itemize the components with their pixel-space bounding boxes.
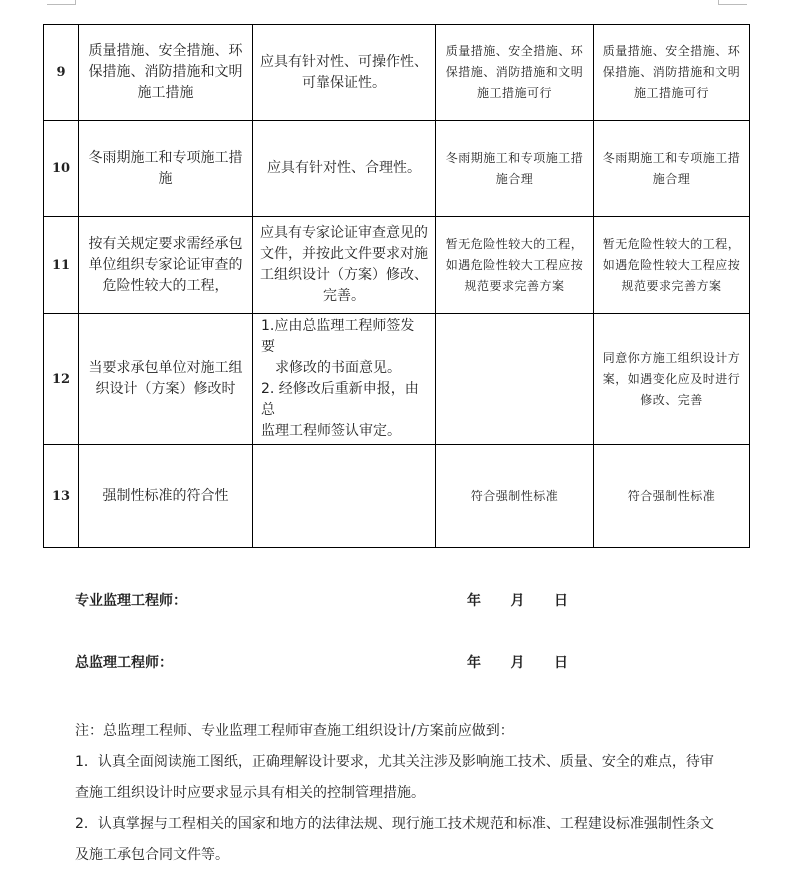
review-result-b: 同意你方施工组织设计方案，如遇变化应及时进行修改、完善 [594,314,750,445]
review-result-b: 暂无危险性较大的工程，如遇危险性较大工程应按规范要求完善方案 [594,217,750,314]
notes-section [75,716,725,871]
requirement-line: 监理工程师签认审定。 [261,423,401,439]
specialty-engineer-label: 专业监理工程师： [75,593,187,609]
review-result-a: 质量措施、安全措施、环保措施、消防措施和文明施工措施可行 [436,25,594,121]
row-number: 10 [44,121,79,217]
review-result-b: 冬雨期施工和专项施工措施合理 [594,121,750,217]
review-result-a: 暂无危险性较大的工程，如遇危险性较大工程应按规范要求完善方案 [436,217,594,314]
review-result-b: 质量措施、安全措施、环保措施、消防措施和文明施工措施可行 [594,25,750,121]
table-row [44,25,750,121]
requirement-line: 1.应由总监理工程师签发要 [261,318,415,355]
review-table [43,24,750,548]
review-item: 强制性标准的符合性 [79,445,253,548]
notes-item-2-line-2: 及施工承包合同文件等。 [75,847,229,863]
review-result-a [436,314,594,445]
review-result-b: 符合强制性标准 [594,445,750,548]
review-requirement: 应具有针对性、合理性。 [253,121,436,217]
notes-item-2-line-1: 2．认真掌握与工程相关的国家和地方的法律法规、现行施工技术规范和标准、工程建设标准强制性条文 [75,816,714,832]
page-corner-mark-left [47,0,76,5]
specialty-engineer-signature [75,590,675,614]
review-item: 冬雨期施工和专项施工措施 [79,121,253,217]
table-row [44,445,750,548]
table-row [44,217,750,314]
signature-date: 年 月 日 [467,593,570,609]
signature-date: 年 月 日 [467,655,570,671]
review-result-a: 符合强制性标准 [436,445,594,548]
review-item: 按有关规定要求需经承包单位组织专家论证审查的危险性较大的工程， [79,217,253,314]
page-corner-mark-right [718,0,747,5]
review-requirement [253,445,436,548]
chief-engineer-signature [75,652,675,676]
row-number: 11 [44,217,79,314]
row-number: 9 [44,25,79,121]
review-result-a: 冬雨期施工和专项施工措施合理 [436,121,594,217]
review-requirement: 应具有专家论证审查意见的文件，并按此文件要求对施工组织设计（方案）修改、完善。 [253,217,436,314]
table-row [44,314,750,445]
table-row [44,121,750,217]
notes-intro: 注：总监理工程师、专业监理工程师审查施工组织设计/方案前应做到： [75,723,514,739]
notes-item-1-line-2: 查施工组织设计时应要求显示具有相关的控制管理措施。 [75,785,425,801]
chief-engineer-label: 总监理工程师： [75,655,173,671]
review-requirement [253,314,436,445]
notes-item-1-line-1: 1．认真全面阅读施工图纸，正确理解设计要求，尤其关注涉及影响施工技术、质量、安全的难点，待审 [75,754,714,770]
row-number: 12 [44,314,79,445]
requirement-line: 2. 经修改后重新申报，由总 [261,381,419,418]
review-requirement: 应具有针对性、可操作性、可靠保证性。 [253,25,436,121]
requirement-line: 求修改的书面意见。 [275,360,401,376]
review-item: 质量措施、安全措施、环保措施、消防措施和文明施工措施 [79,25,253,121]
row-number: 13 [44,445,79,548]
review-item: 当要求承包单位对施工组织设计（方案）修改时 [79,314,253,445]
